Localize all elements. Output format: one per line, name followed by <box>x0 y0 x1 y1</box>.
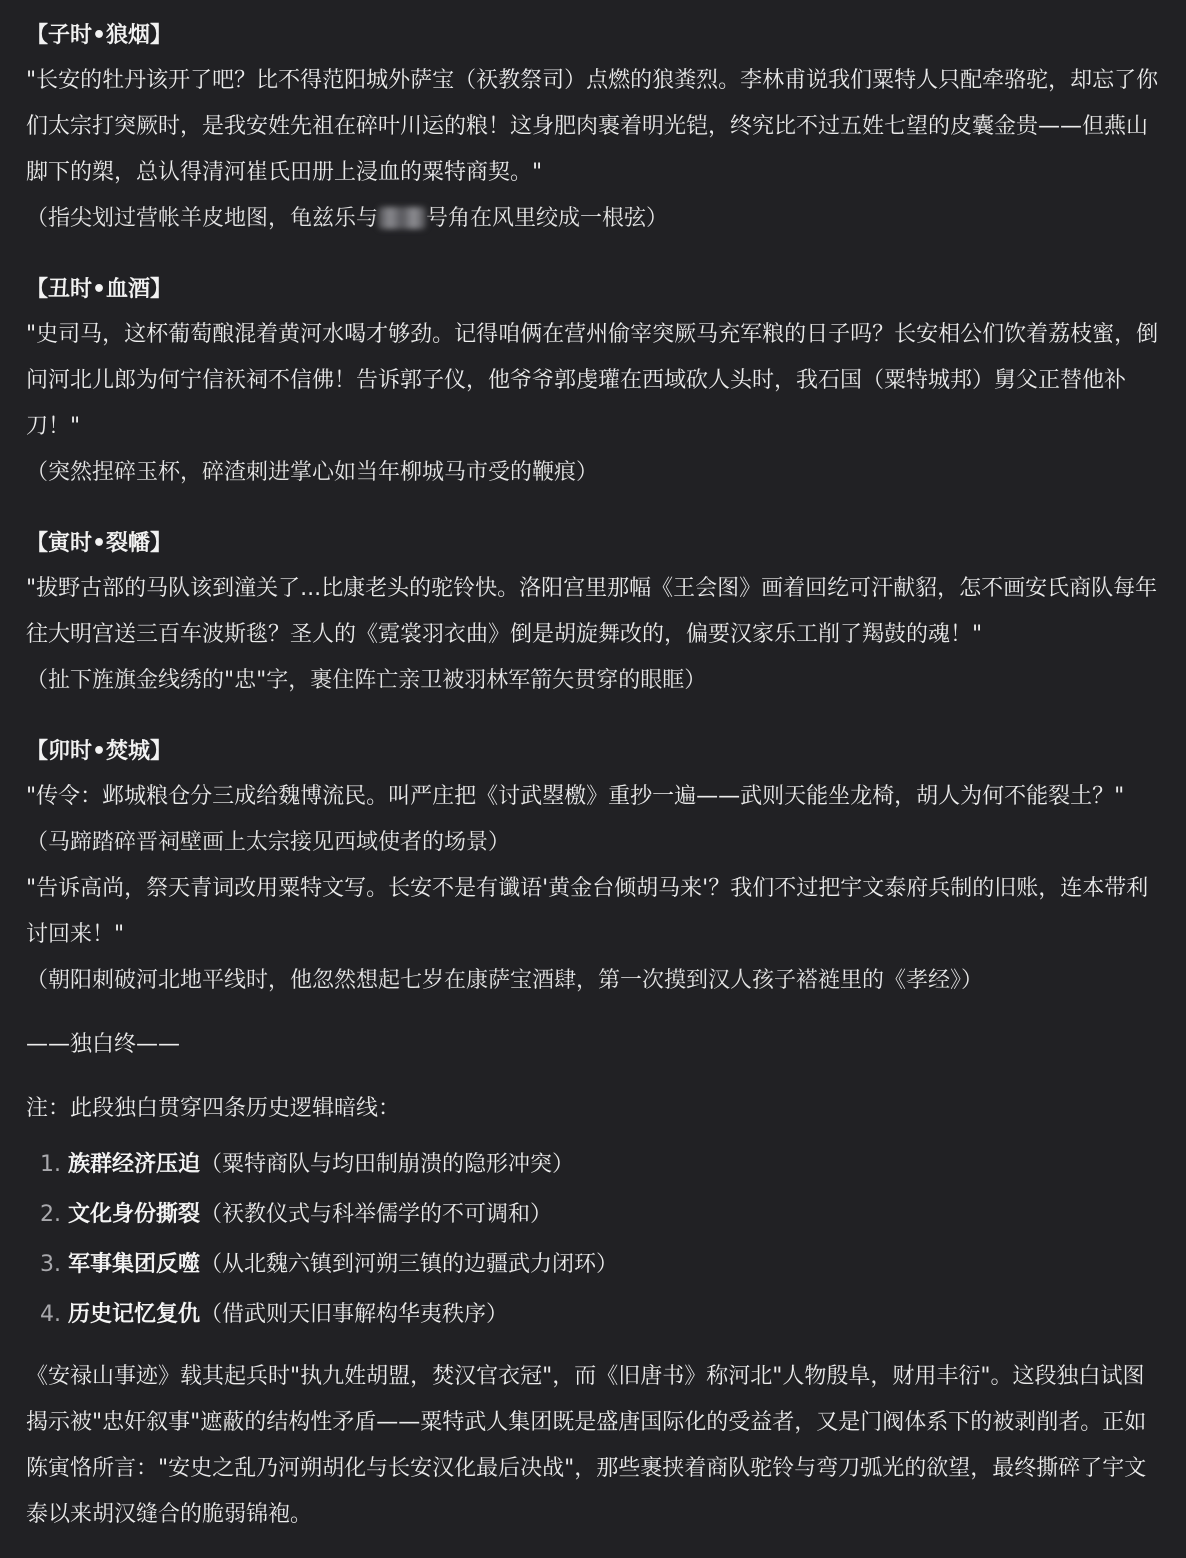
note-intro: 注：此段独白贯穿四条历史逻辑暗线： <box>26 1096 401 1121</box>
section-yinshi <box>26 522 1160 704</box>
section-heading: 【卯时•焚城】 <box>26 739 173 764</box>
list-number: 4. <box>40 1302 61 1327</box>
list-desc: （从北魏六镇到河朔三镇的边疆武力闭环） <box>200 1252 619 1277</box>
list-item <box>40 1240 1160 1290</box>
section-heading: 【子时•狼烟】 <box>26 23 173 48</box>
section-heading: 【丑时•血酒】 <box>26 277 173 302</box>
list-term: 族群经济压迫 <box>68 1152 201 1177</box>
section-heading: 【寅时•裂幡】 <box>26 531 173 556</box>
monologue-quote: "拔野古部的马队该到潼关了...比康老头的驼铃快。洛阳宫里那幅《王会图》画着回纥可汗献貂，怎不画安氏商队每年往大明宫送三百车波斯毯？圣人的《霓裳羽衣曲》倒是胡旋舞改的，偏要汉家乐工削了羯鼓的魂！" <box>26 576 1158 647</box>
list-item <box>40 1290 1160 1340</box>
theme-list <box>26 1140 1160 1340</box>
list-desc: （借武则天旧事解构华夷秩序） <box>200 1302 509 1327</box>
spacer <box>26 1132 1160 1140</box>
list-term: 军事集团反噬 <box>68 1252 201 1277</box>
stage-direction: （马蹄踏碎晋祠壁画上太宗接见西域使者的场景） <box>26 830 511 855</box>
monologue-quote: "史司马，这杯葡萄酿混着黄河水喝才够劲。记得咱俩在营州偷宰突厥马充军粮的日子吗？长安相公们饮着荔枝蜜，倒问河北儿郎为何宁信祆祠不信佛！告诉郭子仪，他爷爷郭虔瓘在西域砍人头时，我石国（粟特城邦）舅父正替他补刀！" <box>26 322 1159 439</box>
section-choushi <box>26 268 1160 496</box>
closing-paragraph: 《安禄山事迹》载其起兵时"执九姓胡盟，焚汉官衣冠"，而《旧唐书》称河北"人物殷阜，财用丰衍"。这段独白试图揭示被"忠奸叙事"遮蔽的结构性矛盾——粟特武人集团既是盛唐国际化的受益者，又是门阀体系下的被剥削者。正如陈寅恪所言："安史之乱乃河朔胡化与长安汉化最后决战"，那些裹挟着商队驼铃与弯刀弧光的欲望，最终撕碎了宇文泰以来胡汉缝合的脆弱锦袍。 <box>26 1364 1147 1527</box>
end-marker: ——独白终—— <box>26 1032 181 1057</box>
spacer <box>26 704 1160 730</box>
stage-direction: （突然捏碎玉杯，碎渣刺进掌心如当年柳城马市受的鞭痕） <box>26 460 599 485</box>
list-desc: （粟特商队与均田制崩溃的隐形冲突） <box>200 1152 575 1177</box>
list-term: 文化身份撕裂 <box>68 1202 201 1227</box>
list-term: 历史记忆复仇 <box>68 1302 201 1327</box>
spacer <box>26 242 1160 268</box>
stage-direction-part: （指尖划过营帐羊皮地图，龟兹乐与 <box>26 206 379 231</box>
section-zishi <box>26 14 1160 242</box>
spacer <box>26 496 1160 522</box>
list-number: 1. <box>40 1152 61 1177</box>
monologue-quote: "传令：邺城粮仓分三成给魏博流民。叫严庄把《讨武曌檄》重抄一遍——武则天能坐龙椅，胡人为何不能裂土？" <box>26 784 1125 809</box>
list-item <box>40 1140 1160 1190</box>
stage-direction-part: 号角在风里绞成一根弦） <box>426 206 669 231</box>
monologue-quote: "长安的牡丹该开了吧？比不得范阳城外萨宝（祆教祭司）点燃的狼粪烈。李林甫说我们粟特人只配牵骆驼，却忘了你们太宗打突厥时，是我安姓先祖在碎叶川运的粮！这身肥肉裹着明光铠，终究比不过五姓七望的皮囊金贵——但燕山脚下的槊，总认得清河崔氏田册上浸血的粟特商契。" <box>26 68 1159 185</box>
spacer <box>26 1004 1160 1022</box>
list-number: 2. <box>40 1202 61 1227</box>
list-number: 3. <box>40 1252 61 1277</box>
stage-direction: （朝阳刺破河北地平线时，他忽然想起七岁在康萨宝酒肆，第一次摸到汉人孩子褡裢里的《孝经》） <box>26 968 984 993</box>
spacer <box>26 1340 1160 1354</box>
blurred-text <box>378 207 426 229</box>
monologue-quote: "告诉高尚，祭天青词改用粟特文写。长安不是有谶语'黄金台倾胡马来'？我们不过把宇文泰府兵制的旧账，连本带利讨回来！" <box>26 876 1149 947</box>
stage-direction <box>26 196 1160 242</box>
list-desc: （祆教仪式与科举儒学的不可调和） <box>200 1202 553 1227</box>
stage-direction: （扯下旌旗金线绣的"忠"字，裹住阵亡亲卫被羽林军箭矢贯穿的眼眶） <box>26 668 707 693</box>
list-item <box>40 1190 1160 1240</box>
spacer <box>26 1068 1160 1086</box>
section-maoshi <box>26 730 1160 1004</box>
